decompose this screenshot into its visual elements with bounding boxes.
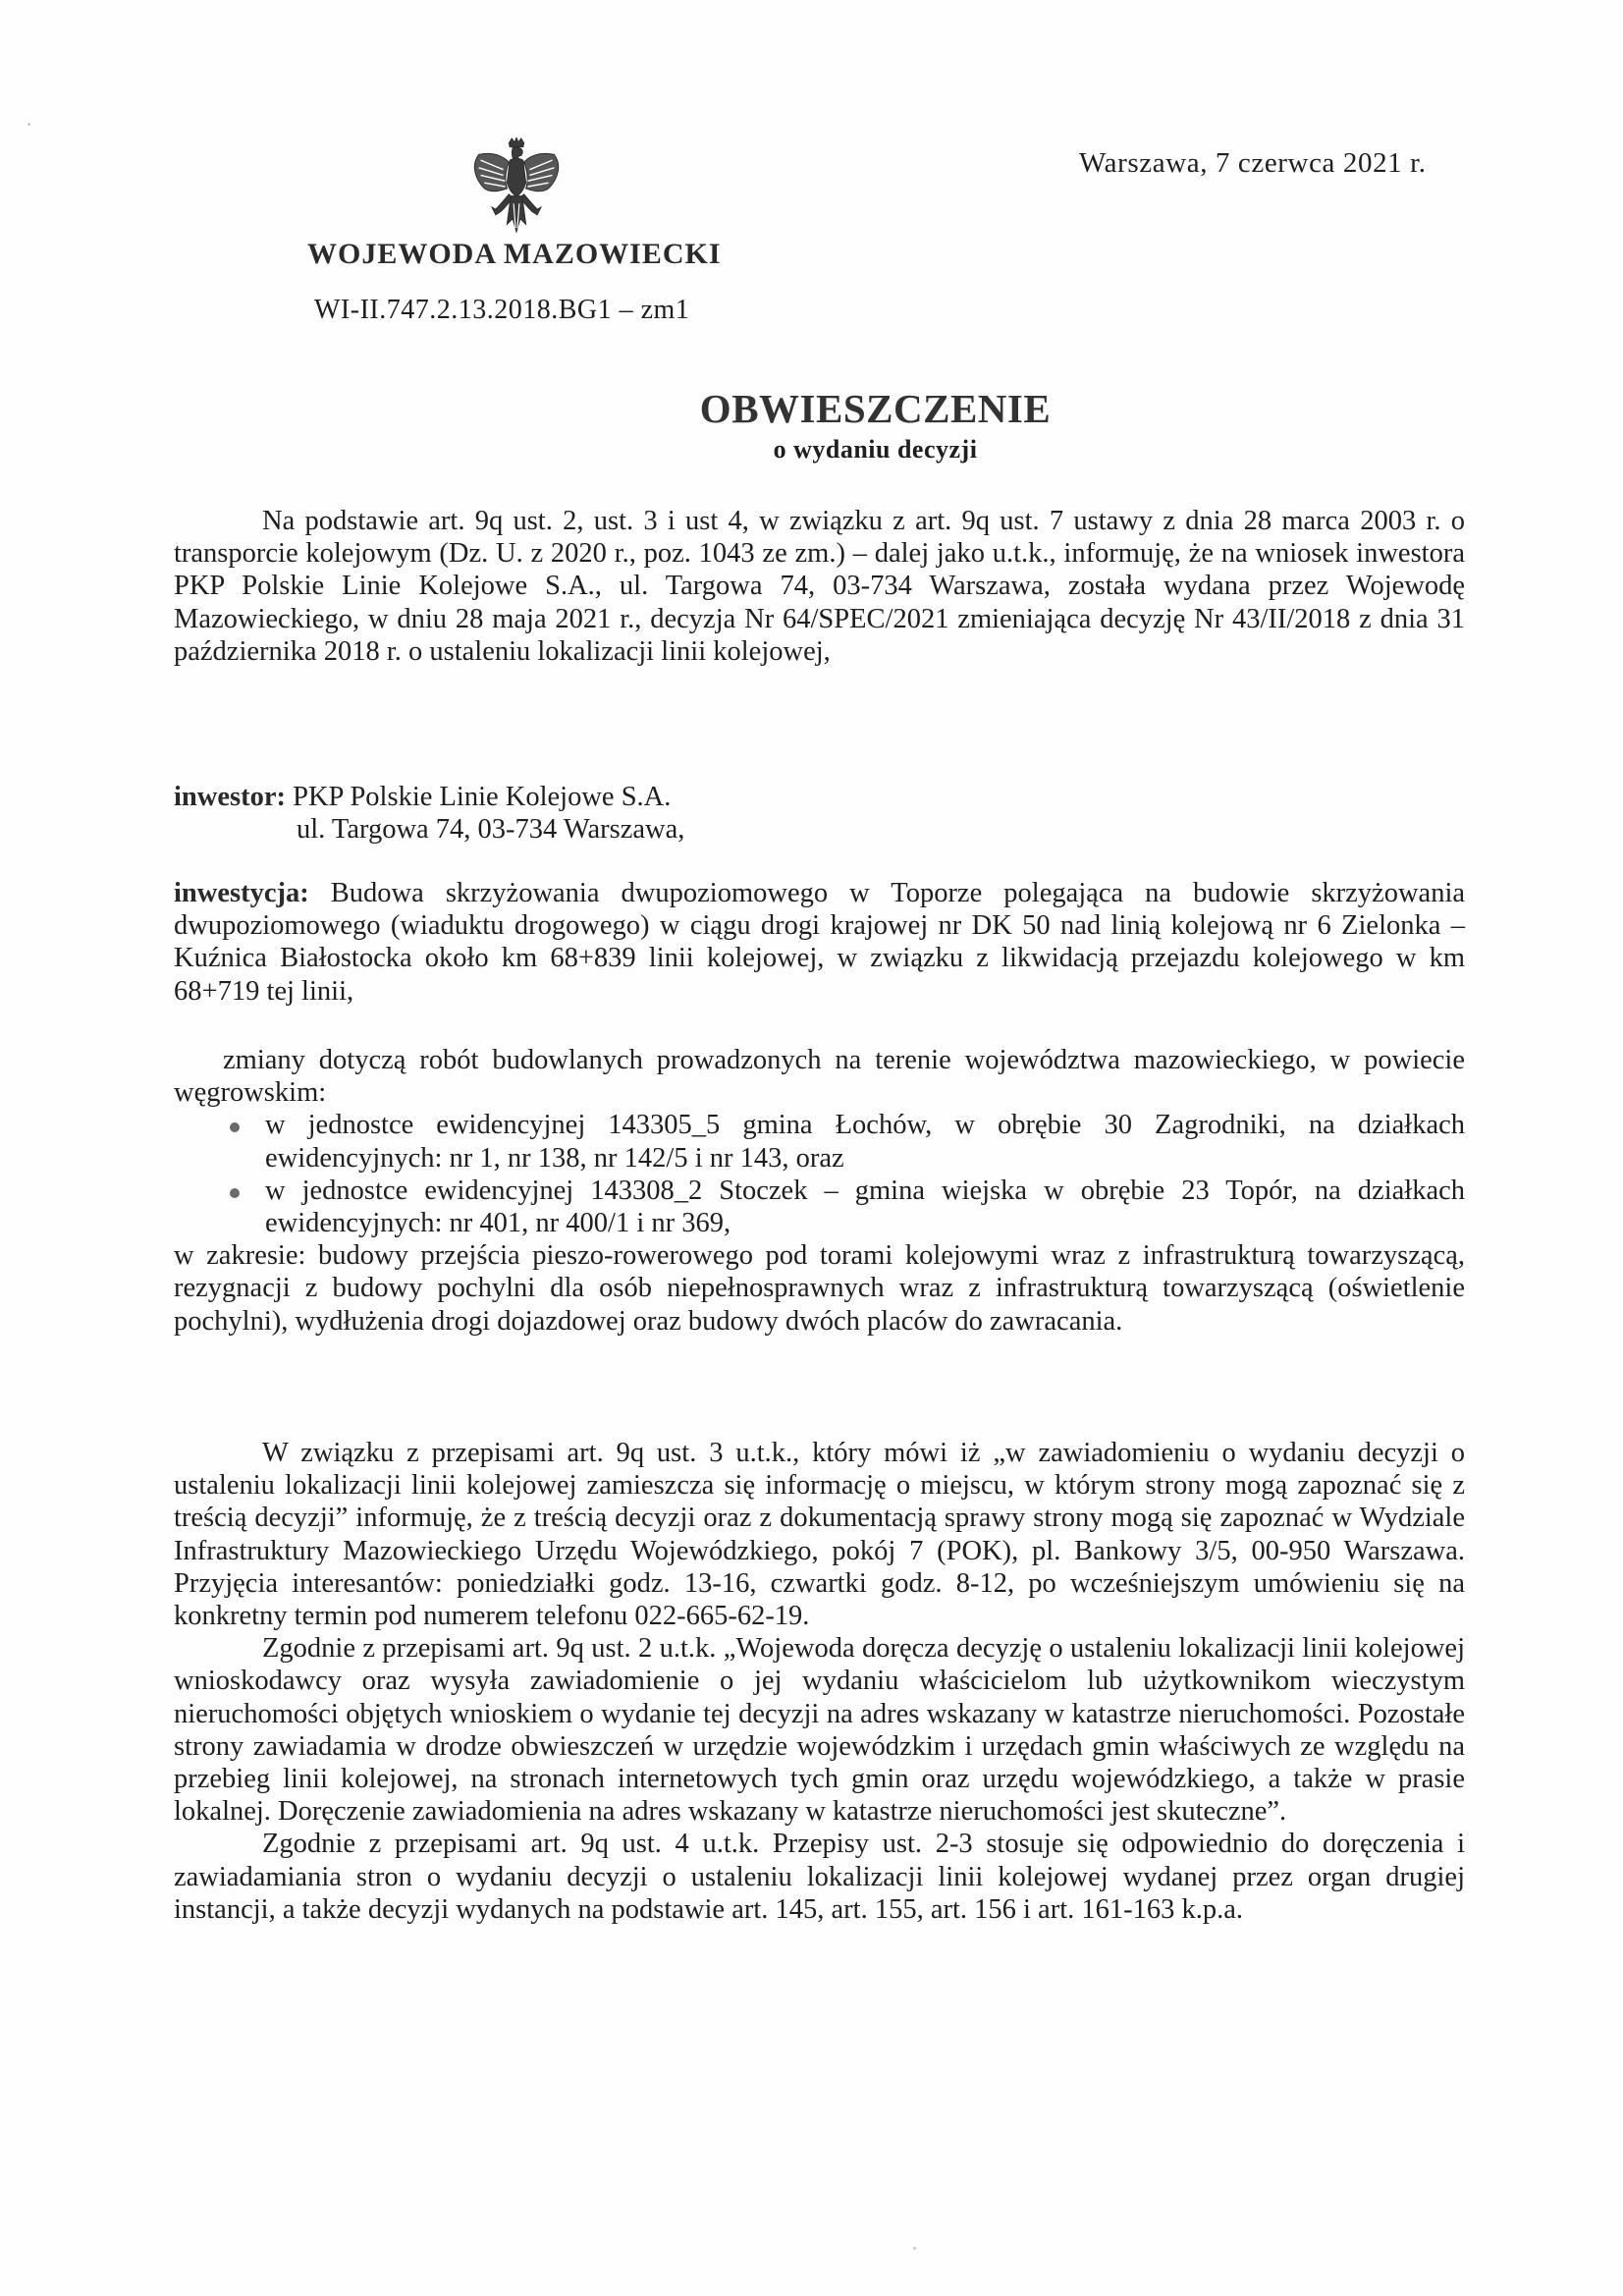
parcel-list-item <box>174 1109 1465 1174</box>
scan-speck <box>913 2247 916 2250</box>
investor-name: PKP Polskie Linie Kolejowe S.A. <box>293 782 672 812</box>
issuing-authority: WOJEWODA MAZOWIECKI <box>307 238 722 270</box>
scan-speck <box>27 123 30 126</box>
case-reference-number: WI-II.747.2.13.2018.BG1 – zm1 <box>314 295 690 325</box>
intro-text: Na podstawie art. 9q ust. 2, ust. 3 i ust 4, w związku z art. 9q ust. 7 ustawy z dnia 28 marca 2003 r. o transporcie kolejowym (Dz. U. z 2020 r., poz. 1043 ze zm.) – dalej jako u.t.k., informuję, że na wniosek inwestora PKP Polskie Linie Kolejowe S.A., ul. Targowa 74, 03-734 Warszawa, została wydana przez Wojewodę Mazowieckiego, w dniu 28 maja 2021 r., decyzja Nr 64/SPEC/2021 zmieniająca decyzję Nr 43/II/2018 z dnia 31 października 2018 r. o ustaleniu lokalizacji linii kolejowej, <box>174 506 1465 667</box>
changes-section <box>174 1044 1465 1338</box>
bullet-icon <box>230 1122 240 1132</box>
parcel-list-item-text: w jednostce ewidencyjnej 143305_5 gmina Łochów, w obrębie 30 Zagrodniki, na działkach ewidencyjnych: nr 1, nr 138, nr 142/5 i nr 143, oraz <box>265 1110 1465 1174</box>
investment-description: Budowa skrzyżowania dwupoziomowego w Toporze polegająca na budowie skrzyżowania dwupoziomowego (wiaduktu drogowego) w ciągu drogi krajowej nr DK 50 nad linią kolejową nr 6 Zielonka – Kuźnica Białostocka około km 68+839 linii kolejowej, w związku z likwidacją przejazdu kolejowego w km 68+719 tej linii, <box>174 878 1466 1007</box>
investor-label: inwestor: <box>174 782 286 812</box>
document-subtitle: o wydaniu decyzji <box>773 435 978 464</box>
notice-paragraph: Zgodnie z przepisami art. 9q ust. 4 u.t.k. Przepisy ust. 2-3 stosuje się odpowiednio do doręczenia i zawiadamiania stron o wydaniu decyzji o ustaleniu lokalizacji linii kolejowej wydanej przez organ drugiej instancji, a także decyzji wydanych na podstawie art. 145, art. 155, art. 156 i art. 161-163 k.p.a. <box>174 1829 1465 1925</box>
investor-line <box>174 781 1465 813</box>
notice-section <box>174 1437 1465 1926</box>
investor-section <box>174 781 1465 846</box>
document-title: OBWIESZCZENIE <box>699 386 1052 431</box>
investment-label: inwestycja: <box>174 878 309 908</box>
changes-scope: w zakresie: budowy przejścia pieszo-rowerowego pod torami kolejowymi wraz z infrastrukturą towarzyszącą, rezygnacji z budowy pochylni dla osób niepełnosprawnych wraz z infrastrukturą towarzyszącą (oświetlenie pochylni), wydłużenia drogi dojazdowej oraz budowy dwóch placów do zawracania. <box>174 1240 1465 1337</box>
notice-paragraph: Zgodnie z przepisami art. 9q ust. 2 u.t.k. „Wojewoda doręcza decyzję o ustaleniu lokalizacji linii kolejowej wnioskodawcy oraz wysyła zawiadomienie o jej wydaniu właścicielom lub użytkownikom wieczystym nieruchomości objętych wnioskiem o wydanie tej decyzji na adres wskazany w katastrze nieruchomości. Pozostałe strony zawiadamia w drodze obwieszczeń w urzędzie wojewódzkim i urzędach gmin właściwych ze względu na przebieg linii kolejowej, na stronach internetowych tych gmin oraz urzędu wojewódzkiego, a także w prasie lokalnej. Doręczenie zawiadomienia na adres wskazany w katastrze nieruchomości jest skuteczne”. <box>174 1633 1465 1828</box>
changes-lead: zmiany dotyczą robót budowlanych prowadzonych na terenie województwa mazowieckiego, w powiecie węgrowskim: <box>174 1045 1465 1109</box>
parcel-list <box>174 1109 1465 1239</box>
parcel-list-item <box>174 1175 1465 1239</box>
notice-paragraph: W związku z przepisami art. 9q ust. 3 u.t.k., który mówi iż „w zawiadomieniu o wydaniu decyzji o ustaleniu lokalizacji linii kolejowej zamieszcza się informację o miejscu, w którym strony mogą zapoznać się z treścią decyzji” informuję, że z treścią decyzji oraz z dokumentacją sprawy strony mogą się zapoznać w Wydziale Infrastruktury Mazowieckiego Urzędu Wojewódzkiego, pokój 7 (POK), pl. Bankowy 3/5, 00-950 Warszawa. Przyjęcia interesantów: poniedziałki godz. 13-16, czwartki godz. 8-12, po wcześniejszym umówieniu się na konkretny termin pod numerem telefonu 022-665-62-19. <box>174 1438 1465 1632</box>
place-and-date: Warszawa, 7 czerwca 2021 r. <box>1079 147 1427 179</box>
investment-section <box>174 877 1465 1008</box>
investor-address: ul. Targowa 74, 03-734 Warszawa, <box>297 814 685 846</box>
bullet-icon <box>230 1188 240 1198</box>
intro-paragraph <box>174 505 1465 668</box>
parcel-list-item-text: w jednostce ewidencyjnej 143308_2 Stoczek – gmina wiejska w obrębie 23 Topór, na działkach ewidencyjnych: nr 401, nr 400/1 i nr 369, <box>265 1175 1465 1239</box>
polish-eagle-emblem-icon <box>469 137 564 236</box>
